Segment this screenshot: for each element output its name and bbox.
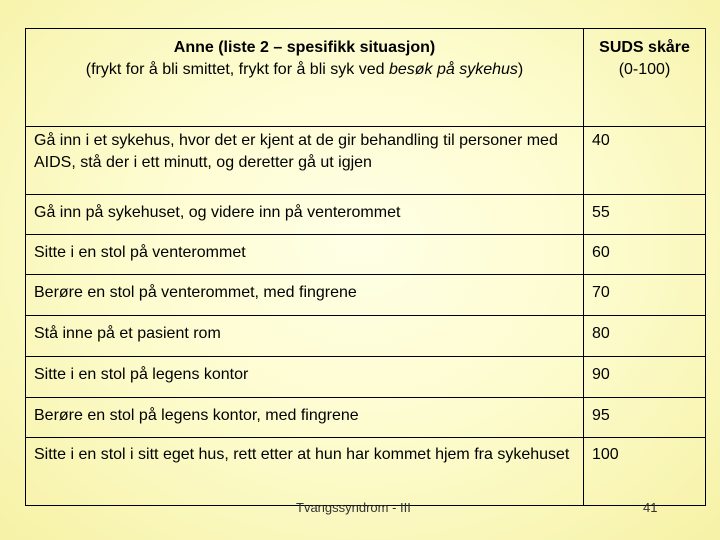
table-row: [26, 235, 706, 275]
table-row: [26, 275, 706, 316]
table-row: [26, 398, 706, 438]
header-title: Anne (liste 2 – spesifikk situasjon): [173, 39, 436, 56]
table-row: [26, 127, 706, 195]
score-cell: 40: [584, 127, 706, 195]
score-cell: 60: [584, 235, 706, 275]
activity-cell: Stå inne på et pasient rom: [26, 316, 584, 357]
table-row: [26, 195, 706, 235]
activity-cell: Gå inn i et sykehus, hvor det er kjent at de gir behandling til personer med AIDS, stå der i ett minutt, og deretter gå ut igjen: [26, 127, 584, 195]
table-row: [26, 316, 706, 357]
score-cell: 90: [584, 357, 706, 398]
score-cell: 55: [584, 195, 706, 235]
activity-cell: Sitte i en stol på legens kontor: [26, 357, 584, 398]
score-cell: 70: [584, 275, 706, 316]
score-cell: 80: [584, 316, 706, 357]
footer-title: Tvangssyndrom - III: [296, 500, 411, 515]
activity-cell: Gå inn på sykehuset, og videre inn på venterommet: [26, 195, 584, 235]
header-subtitle: (frykt for å bli smittet, frykt for å bli syk ved besøk på sykehus): [85, 61, 524, 78]
table-row: [26, 438, 706, 506]
score-header: [584, 29, 706, 127]
score-cell: 100: [584, 438, 706, 506]
page-number: 41: [643, 500, 658, 515]
suds-table: [25, 28, 706, 506]
activity-cell: Sitte i en stol på venterommet: [26, 235, 584, 275]
activity-header: [26, 29, 584, 127]
table-row: [26, 357, 706, 398]
activity-cell: Berøre en stol på venterommet, med fingrene: [26, 275, 584, 316]
activity-cell: Sitte i en stol i sitt eget hus, rett etter at hun har kommet hjem fra sykehuset: [26, 438, 584, 506]
score-header-range: (0-100): [618, 61, 671, 78]
score-cell: 95: [584, 398, 706, 438]
table-header-row: [26, 29, 706, 127]
score-header-title: SUDS skåre: [599, 39, 690, 56]
activity-cell: Berøre en stol på legens kontor, med fingrene: [26, 398, 584, 438]
